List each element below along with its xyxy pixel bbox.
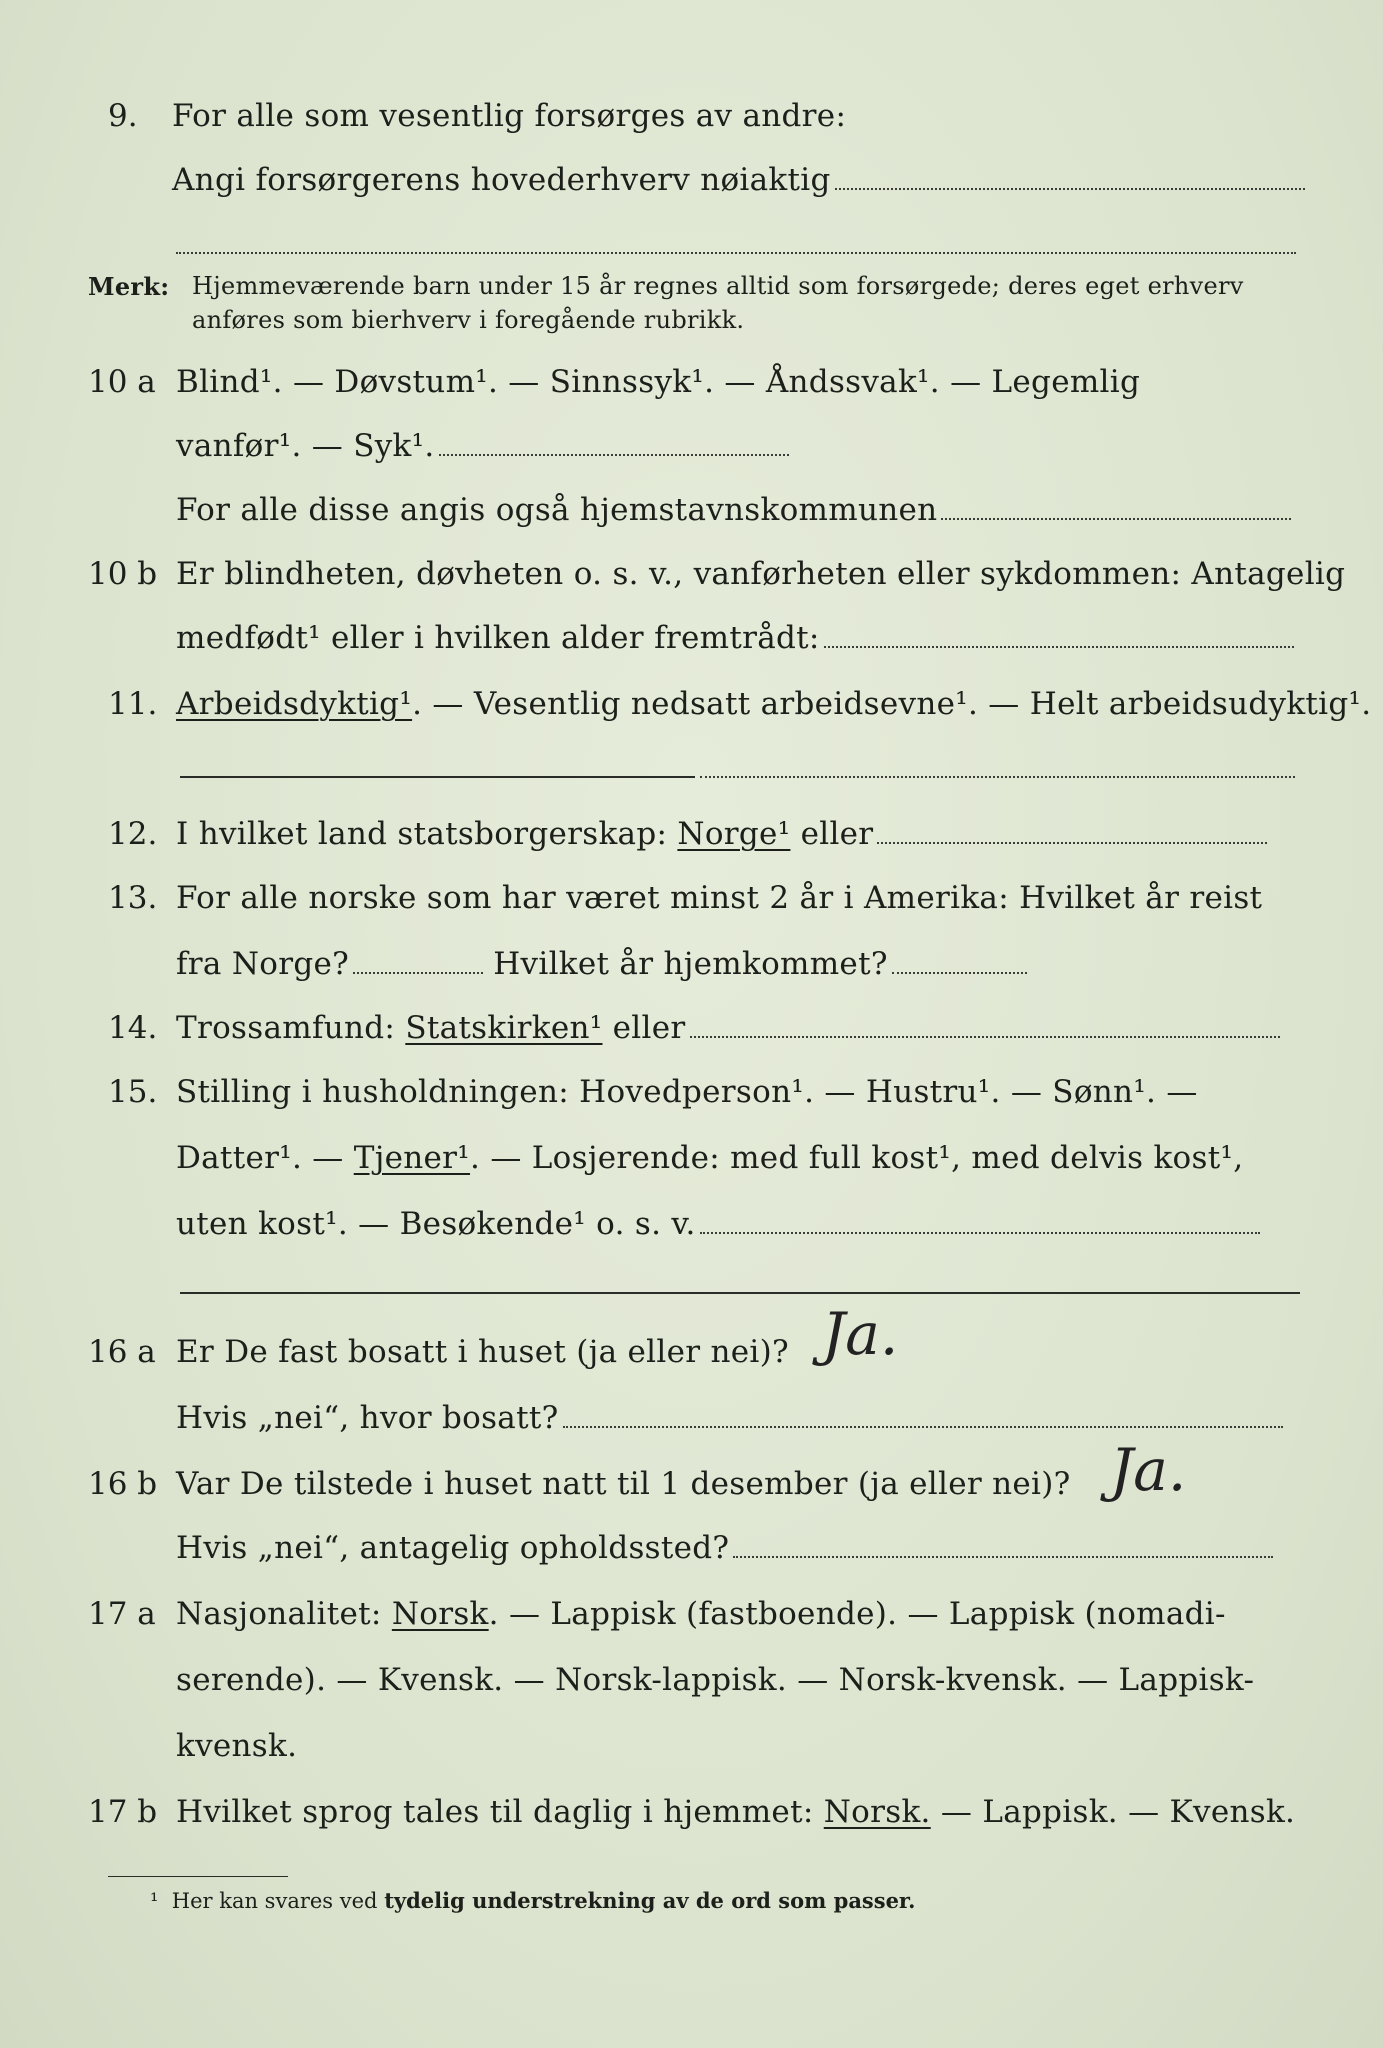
q17b-number: 17 b [88,1794,158,1830]
merk-line1: Hjemmeværende barn under 15 år regnes alltid som forsørgede; deres eget erhverv [192,272,1244,300]
q16b-handwritten-answer[interactable]: Ja. [1110,1436,1187,1504]
q9-number: 9. [108,98,138,134]
q17a-number: 17 a [88,1596,156,1632]
q16a-number: 16 a [88,1334,156,1370]
q11-answer-line[interactable] [180,776,695,778]
q11-line: Arbeidsdyktig¹. — Vesentlig nedsatt arbeidsevne¹. — Helt arbeidsudyktig¹. [176,686,1372,722]
q11-answer-line2[interactable] [700,776,1295,778]
q15-selected-option[interactable]: Tjener¹ [353,1140,471,1176]
q9-line1: For alle som vesentlig forsørges av andre: [172,98,847,134]
q17a-line3: kvensk. [176,1728,298,1764]
q17b-selected-option[interactable]: Norsk. [823,1794,931,1830]
q14-number: 14. [108,1010,158,1046]
q13-line2: fra Norge? Hvilket år hjemkommet? [176,946,1027,982]
q16b-number: 16 b [88,1466,158,1502]
q10a-line1: Blind¹. — Døvstum¹. — Sinnssyk¹. — Åndssvak¹. — Legemlig [176,364,1141,400]
q15-line1: Stilling i husholdningen: Hovedperson¹. — Hustru¹. — Sønn¹. — [176,1074,1198,1110]
q16b-line1: Var De tilstede i huset natt til 1 desember (ja eller nei)? [176,1466,1071,1502]
q17a-line1: Nasjonalitet: Norsk. — Lappisk (fastboende). — Lappisk (nomadi- [176,1596,1226,1632]
q17a-line2: serende). — Kvensk. — Norsk-lappisk. — Norsk-kvensk. — Lappisk- [176,1662,1255,1698]
q13-line1: For alle norske som har været minst 2 år i Amerika: Hvilket år reist [176,880,1263,916]
merk-label: Merk: [88,272,170,301]
q15-number: 15. [108,1074,158,1110]
q16a-line1: Er De fast bosatt i huset (ja eller nei)? [176,1334,789,1370]
q14-selected-option[interactable]: Statskirken¹ [405,1010,603,1046]
q12-number: 12. [108,816,158,852]
q17a-selected-option[interactable]: Norsk [391,1596,489,1632]
q13-number: 13. [108,880,158,916]
footnote-divider [108,1876,288,1877]
q10b-line1: Er blindheten, døvheten o. s. v., vanførheten eller sykdommen: Antagelig [176,556,1346,592]
q16a-line2: Hvis „nei“, hvor bosatt? [176,1400,1283,1436]
q10b-number: 10 b [88,556,158,592]
merk-line2: anføres som bierhverv i foregående rubrikk. [192,306,745,334]
q11-selected-option[interactable]: Arbeidsdyktig¹ [176,686,413,722]
q17b-line: Hvilket sprog tales til daglig i hjemmet: Norsk. — Lappisk. — Kvensk. [176,1794,1296,1830]
q14-line: Trossamfund: Statskirken¹ eller [176,1010,1280,1046]
q9-line2: Angi forsørgerens hovederhverv nøiaktig [172,162,1305,198]
q15-answer-line[interactable] [180,1292,1300,1294]
q11-number: 11. [108,686,158,722]
q12-line: I hvilket land statsborgerskap: Norge¹ eller [176,816,1267,852]
q10b-line2: medfødt¹ eller i hvilken alder fremtrådt: [176,620,1294,656]
q10a-number: 10 a [88,364,156,400]
q10a-line2: vanfør¹. — Syk¹. [176,428,789,464]
q16a-handwritten-answer[interactable]: Ja. [822,1300,899,1368]
q9-answer-line[interactable] [176,252,1296,254]
q12-selected-option[interactable]: Norge¹ [677,816,791,852]
q16b-line2: Hvis „nei“, antagelig opholdssted? [176,1530,1273,1566]
q15-line2: Datter¹. — Tjener¹. — Losjerende: med full kost¹, med delvis kost¹, [176,1140,1244,1176]
footnote: ¹ Her kan svares ved tydelig understrekning av de ord som passer. [150,1888,916,1913]
q10a-line3: For alle disse angis også hjemstavnskommunen [176,492,1291,528]
q15-line3: uten kost¹. — Besøkende¹ o. s. v. [176,1206,1260,1242]
